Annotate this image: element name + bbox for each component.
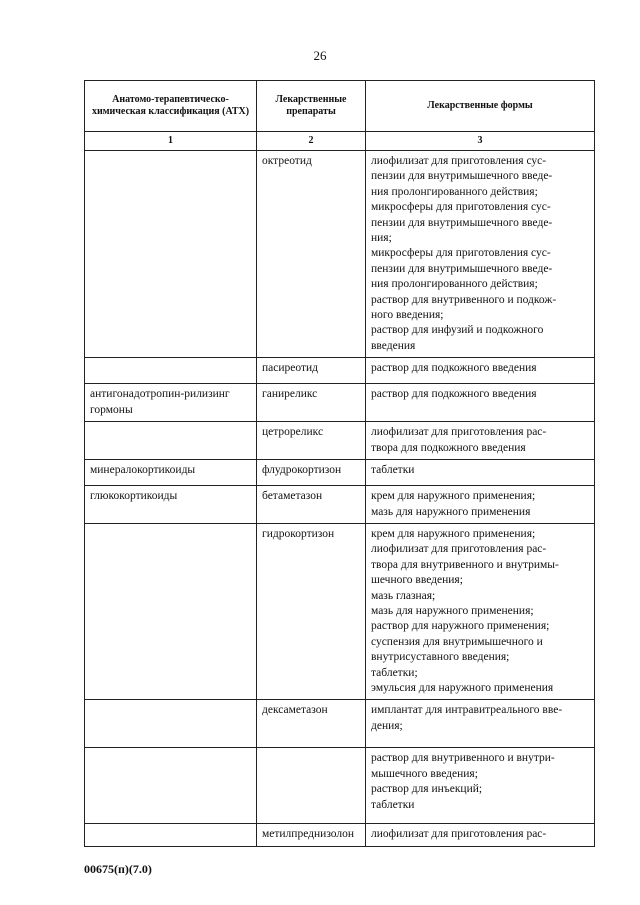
drug-cell — [257, 486, 366, 524]
form-line: раствор для внутривенного и подкож- — [371, 293, 557, 306]
form-line: пензии для внутримышечного введе- — [371, 170, 553, 183]
form-line: ния; — [371, 232, 392, 245]
form-line: имплантат для интравитреального вве- — [371, 704, 563, 717]
forms-cell — [366, 700, 595, 748]
drug-cell — [257, 384, 366, 422]
atx-cell — [85, 824, 257, 846]
table-row — [85, 460, 595, 486]
form-line: эмульсия для наружного применения — [371, 681, 554, 694]
drug-name: цетрореликс — [262, 426, 324, 439]
form-line: раствор для инъекций; — [371, 783, 483, 796]
table-row — [85, 151, 595, 358]
form-line: крем для наружного применения; — [371, 527, 536, 540]
table-row — [85, 523, 595, 699]
atx-cell — [85, 523, 257, 699]
atx-cell — [85, 460, 257, 486]
drug-cell — [257, 824, 366, 846]
table-row — [85, 358, 595, 384]
form-line: лиофилизат для приготовления рас- — [371, 543, 547, 556]
form-line: раствор для подкожного введения — [371, 362, 537, 375]
atx-cell — [85, 358, 257, 384]
drug-name: бетаметазон — [262, 490, 323, 503]
form-line: мышечного введения; — [371, 767, 478, 780]
drug-cell — [257, 700, 366, 748]
atx-cell — [85, 384, 257, 422]
forms-cell — [366, 384, 595, 422]
form-line: лиофилизат для приготовления рас- — [371, 426, 547, 439]
drug-name: метилпреднизолон — [262, 828, 355, 841]
form-line: микросферы для приготовления сус- — [371, 247, 551, 260]
forms-cell — [366, 486, 595, 524]
form-line: внутрисуставного введения; — [371, 651, 510, 664]
table-body — [85, 151, 595, 847]
form-line: таблетки; — [371, 666, 418, 679]
column-number: 2 — [257, 132, 366, 151]
form-line: таблетки — [371, 464, 415, 477]
drug-cell — [257, 358, 366, 384]
form-line: дения; — [371, 719, 403, 732]
form-line: мазь для наружного применения — [371, 505, 531, 518]
form-line: шечного введения; — [371, 574, 463, 587]
column-number-row — [85, 132, 595, 151]
table-header-row — [85, 81, 595, 132]
form-line: суспензия для внутримышечного и — [371, 635, 543, 648]
table-row — [85, 486, 595, 524]
form-line: ния пролонгированного действия; — [371, 278, 538, 291]
form-line: пензии для внутримышечного введе- — [371, 262, 553, 275]
forms-cell — [366, 358, 595, 384]
forms-cell — [366, 523, 595, 699]
drug-name: гидрокортизон — [262, 527, 335, 540]
form-line: крем для наружного применения; — [371, 490, 536, 503]
table-row — [85, 824, 595, 846]
atx-cell — [85, 422, 257, 460]
form-line: раствор для подкожного введения — [371, 388, 537, 401]
drug-name: октреотид — [262, 155, 312, 167]
form-line: пензии для внутримышечного введе- — [371, 216, 553, 229]
forms-cell — [366, 748, 595, 824]
drug-name: дексаметазон — [262, 704, 328, 717]
atx-cell — [85, 486, 257, 524]
header-forms: Лекарственные формы — [366, 81, 595, 132]
atx-text: глюкокортикоиды — [90, 490, 178, 503]
form-line: ния пролонгированного действия; — [371, 185, 538, 198]
table-row — [85, 748, 595, 824]
form-line: раствор для наружного применения; — [371, 620, 550, 633]
forms-cell — [366, 422, 595, 460]
form-line: твора для внутривенного и внутримы- — [371, 558, 559, 571]
form-line: мазь для наружного применения; — [371, 604, 534, 617]
drug-name: ганиреликс — [262, 388, 318, 401]
form-line: лиофилизат для приготовления сус- — [371, 155, 547, 167]
atx-text: антигонадотропин-рилизинг — [90, 388, 230, 401]
forms-cell — [366, 151, 595, 358]
drug-name: пасиреотид — [262, 362, 319, 375]
form-line: мазь глазная; — [371, 589, 436, 602]
header-drugs: Лекарственные препараты — [257, 81, 366, 132]
document-code: 00675(п)(7.0) — [84, 862, 152, 876]
atx-table — [84, 80, 595, 847]
page-number: 26 — [313, 48, 327, 63]
atx-cell — [85, 700, 257, 748]
drug-cell — [257, 151, 366, 358]
drug-cell — [257, 460, 366, 486]
forms-cell — [366, 460, 595, 486]
form-line: ного введения; — [371, 309, 444, 322]
atx-cell — [85, 151, 257, 358]
drug-cell — [257, 748, 366, 824]
form-line: лиофилизат для приготовления рас- — [371, 828, 547, 841]
form-line: раствор для инфузий и подкожного — [371, 324, 544, 337]
form-line: таблетки — [371, 798, 415, 811]
form-line: раствор для внутривенного и внутри- — [371, 752, 555, 765]
header-atx: Анатомо-терапевтическо-химическая классификация (АТХ) — [85, 81, 257, 132]
table-row — [85, 422, 595, 460]
form-line: микросферы для приготовления сус- — [371, 201, 551, 214]
atx-cell — [85, 748, 257, 824]
form-line: введения — [371, 339, 416, 352]
column-number: 1 — [85, 132, 257, 151]
table-row — [85, 700, 595, 748]
drug-name: флудрокортизон — [262, 464, 342, 477]
drug-cell — [257, 523, 366, 699]
form-line: твора для подкожного введения — [371, 441, 526, 454]
column-number: 3 — [366, 132, 595, 151]
table-row — [85, 384, 595, 422]
forms-cell — [366, 824, 595, 846]
atx-text: минералокортикоиды — [90, 464, 196, 477]
drug-cell — [257, 422, 366, 460]
atx-text: гормоны — [90, 403, 133, 416]
